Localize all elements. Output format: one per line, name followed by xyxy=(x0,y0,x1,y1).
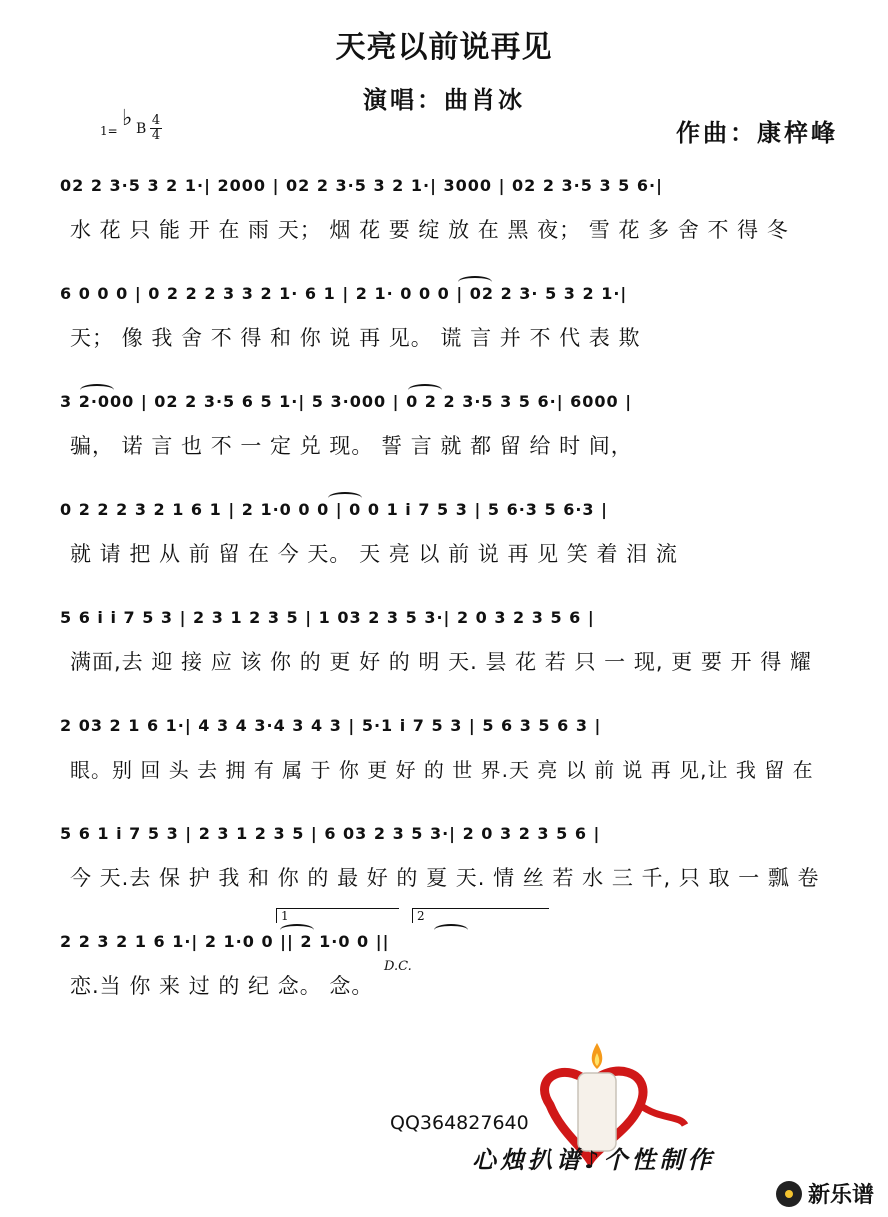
notation-line: 0 2 2 2 3 2 1 6 1 | 2 1·0 0 0 | 0 0 1 i 7 5 3 | 5 6·3 5 6·3 | xyxy=(60,500,608,519)
qq-contact: QQ364827640 xyxy=(390,1112,529,1134)
score-row-4 xyxy=(60,496,820,596)
composer-credit: 作曲：康梓峰 xyxy=(676,118,838,147)
notation-line: 02 2 3·5 3 2 1·| 2000 | 02 2 3·5 3 2 1·| 3000 | 02 2 3·5 3 5 6·| xyxy=(60,176,663,195)
tie-slur xyxy=(408,384,442,396)
transcriber-credit: 心烛扒谱♪个性制作 xyxy=(472,1145,716,1174)
tie-slur xyxy=(458,276,492,288)
notation-line: 5 6 i i 7 5 3 | 2 3 1 2 3 5 | 1 03 2 3 5 3·| 2 0 3 2 3 5 6 | xyxy=(60,608,595,627)
score-row-6 xyxy=(60,712,820,812)
notation-line: 3 2·000 | 02 2 3·5 6 5 1·| 5 3·000 | 0 2 2 3·5 3 5 6·| 6000 | xyxy=(60,392,633,411)
disc-icon xyxy=(776,1181,802,1207)
score-row-2 xyxy=(60,280,820,380)
lyric-line: 今 天.去 保 护 我 和 你 的 最 好 的 夏 天. 情 丝 若 水 三 千, 只 取 一 瓢 卷 xyxy=(70,866,820,890)
score-row-3 xyxy=(60,388,820,488)
score-row-1 xyxy=(60,172,820,272)
tie-slur xyxy=(280,924,314,936)
tie-slur xyxy=(80,384,114,396)
flat-symbol: ♭ xyxy=(122,106,133,131)
lyric-line: 就 请 把 从 前 留 在 今 天。 天 亮 以 前 说 再 见 笑 着 泪 流 xyxy=(70,542,678,566)
score-row-5 xyxy=(60,604,820,704)
time-top: 4 xyxy=(151,113,161,128)
volta-1: 1 xyxy=(276,908,399,923)
time-signature xyxy=(150,114,162,143)
page-title: 天亮以前说再见 xyxy=(335,30,553,65)
brand-name: 新乐谱 xyxy=(807,1183,874,1208)
lyric-line: 天； 像 我 舍 不 得 和 你 说 再 见。 谎 言 并 不 代 表 欺 xyxy=(70,326,641,350)
notation-line: 2 2 3 2 1 6 1·| 2 1·0 0 || 2 1·0 0 || xyxy=(60,932,390,951)
notation-line: 2 03 2 1 6 1·| 4 3 4 3·4 3 4 3 | 5·1 i 7 5 3 | 5 6 3 5 6 3 | xyxy=(60,716,602,735)
da-capo-mark: D.C. xyxy=(384,959,412,974)
score-row-8 xyxy=(60,909,820,1028)
lyric-line: 骗， 诺 言 也 不 一 定 兑 现。 誓 言 就 都 留 给 时 间， xyxy=(70,434,633,458)
key-prefix: 1= xyxy=(100,124,118,138)
lyric-line: 水 花 只 能 开 在 雨 天； 烟 花 要 绽 放 在 黑 夜； 雪 花 多 舍 不 得 冬 xyxy=(70,218,789,242)
brand-logo xyxy=(776,1178,874,1209)
time-bottom: 4 xyxy=(151,128,161,143)
key-note: B xyxy=(136,121,147,137)
notation-line: 6 0 0 0 | 0 2 2 2 3 3 2 1· 6 1 | 2 1· 0 0 0 | 02 2 3· 5 3 2 1·| xyxy=(60,284,628,303)
volta-2: 2 xyxy=(412,908,549,923)
tie-slur xyxy=(434,924,468,936)
lyric-line: 恋.当 你 来 过 的 纪 念。 念。 xyxy=(70,974,374,998)
score-row-7 xyxy=(60,820,820,920)
lyric-line: 眼。别 回 头 去 拥 有 属 于 你 更 好 的 世 界.天 亮 以 前 说 再 见,让 我 留 在 xyxy=(70,758,814,782)
key-signature xyxy=(100,108,190,158)
tie-slur xyxy=(328,492,362,504)
notation-line: 5 6 1 i 7 5 3 | 2 3 1 2 3 5 | 6 03 2 3 5 3·| 2 0 3 2 3 5 6 | xyxy=(60,824,601,843)
singer-credit: 演唱：曲肖冰 xyxy=(363,85,525,114)
lyric-line: 满面,去 迎 接 应 该 你 的 更 好 的 明 天. 昙 花 若 只 一 现, 更 要 开 得 耀 xyxy=(70,650,812,674)
